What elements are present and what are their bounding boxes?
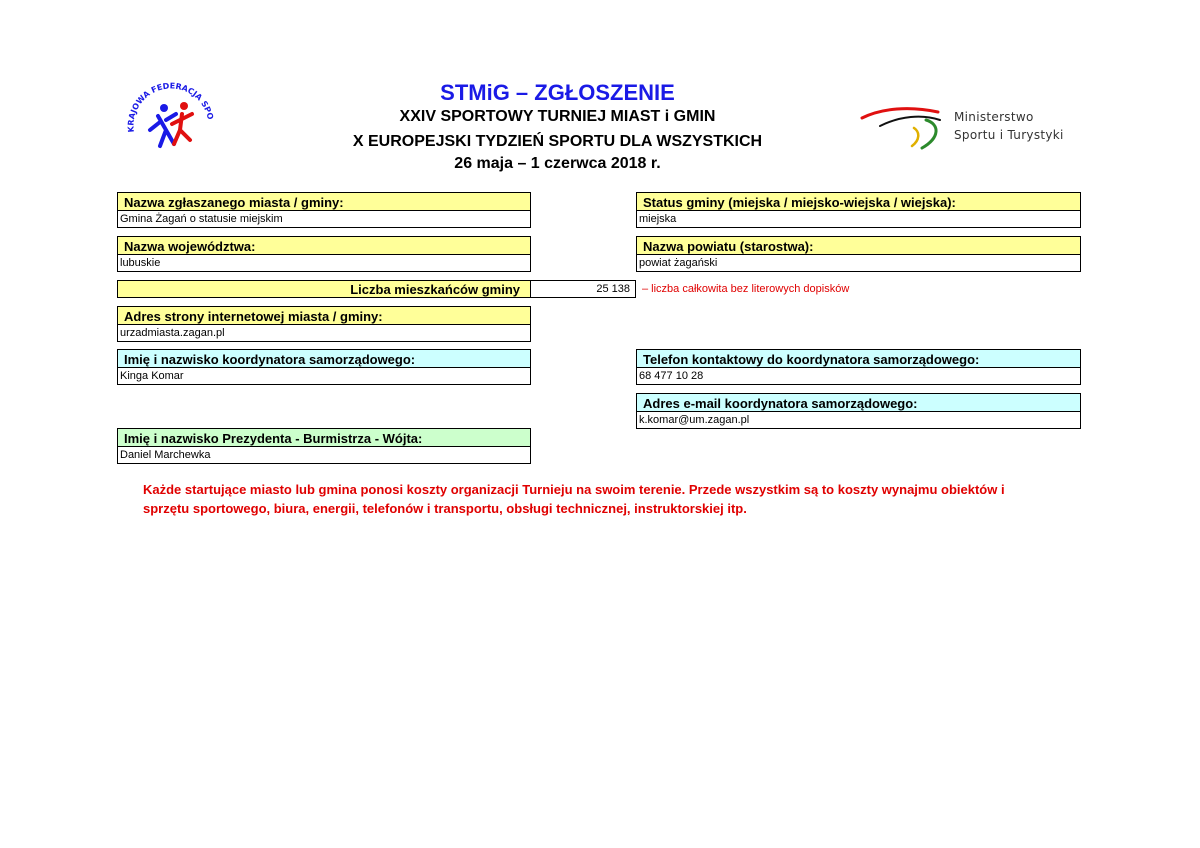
mayor-name-field[interactable]: Daniel Marchewka bbox=[117, 447, 531, 464]
voivodeship-field[interactable]: lubuskie bbox=[117, 255, 531, 272]
ministry-logo bbox=[860, 104, 1080, 154]
coordinator-name-label: Imię i nazwisko koordynatora samorządowego: bbox=[117, 349, 531, 368]
website-field[interactable]: urzadmiasta.zagan.pl bbox=[117, 325, 531, 342]
county-field[interactable]: powiat żagański bbox=[636, 255, 1081, 272]
website-label: Adres strony internetowej miasta / gminy: bbox=[117, 306, 531, 325]
federation-logo bbox=[120, 80, 220, 170]
federation-logo-text: KRAJOWA FEDERACJA SPO bbox=[126, 81, 215, 133]
coordinator-email-label: Adres e-mail koordynatora samorządowego: bbox=[636, 393, 1081, 412]
mayor-name-label: Imię i nazwisko Prezydenta - Burmistrza - Wójta: bbox=[117, 428, 531, 447]
event-name: XXIV SPORTOWY TURNIEJ MIAST i GMIN bbox=[399, 108, 716, 125]
voivodeship-label: Nazwa województwa: bbox=[117, 236, 531, 255]
ministry-name-line1: Ministerstwo bbox=[954, 110, 1034, 124]
town-name-field[interactable]: Gmina Żagań o statusie miejskim bbox=[117, 211, 531, 228]
event-subtitle: X EUROPEJSKI TYDZIEŃ SPORTU DLA WSZYSTKICH bbox=[352, 133, 763, 150]
population-note: – liczba całkowita bez literowych dopisków bbox=[642, 283, 850, 295]
population-field[interactable]: 25 138 bbox=[531, 280, 636, 298]
event-dates: 26 maja – 1 czerwca 2018 r. bbox=[454, 155, 661, 172]
cost-notice: Każde startujące miasto lub gmina ponosi koszty organizacji Turnieju na swoim terenie. Przede wszystkim są to koszty wynajmu obiektów i sprzętu sportowego, biura, energii, telefonów i transportu, obsługi technicznej, instruktorskiej itp. bbox=[143, 482, 1005, 516]
status-label: Status gminy (miejska / miejsko-wiejska / wiejska): bbox=[636, 192, 1081, 211]
coordinator-name-field[interactable]: Kinga Komar bbox=[117, 368, 531, 385]
town-name-label: Nazwa zgłaszanego miasta / gminy: bbox=[117, 192, 531, 211]
county-label: Nazwa powiatu (starostwa): bbox=[636, 236, 1081, 255]
ministry-name-line2: Sportu i Turystyki bbox=[954, 128, 1064, 142]
coordinator-email-field[interactable]: k.komar@um.zagan.pl bbox=[636, 412, 1081, 429]
coordinator-phone-label: Telefon kontaktowy do koordynatora samorządowego: bbox=[636, 349, 1081, 368]
form-title: STMiG – ZGŁOSZENIE bbox=[440, 80, 675, 105]
status-field[interactable]: miejska bbox=[636, 211, 1081, 228]
coordinator-phone-field[interactable]: 68 477 10 28 bbox=[636, 368, 1081, 385]
population-label: Liczba mieszkańców gminy bbox=[117, 280, 531, 298]
